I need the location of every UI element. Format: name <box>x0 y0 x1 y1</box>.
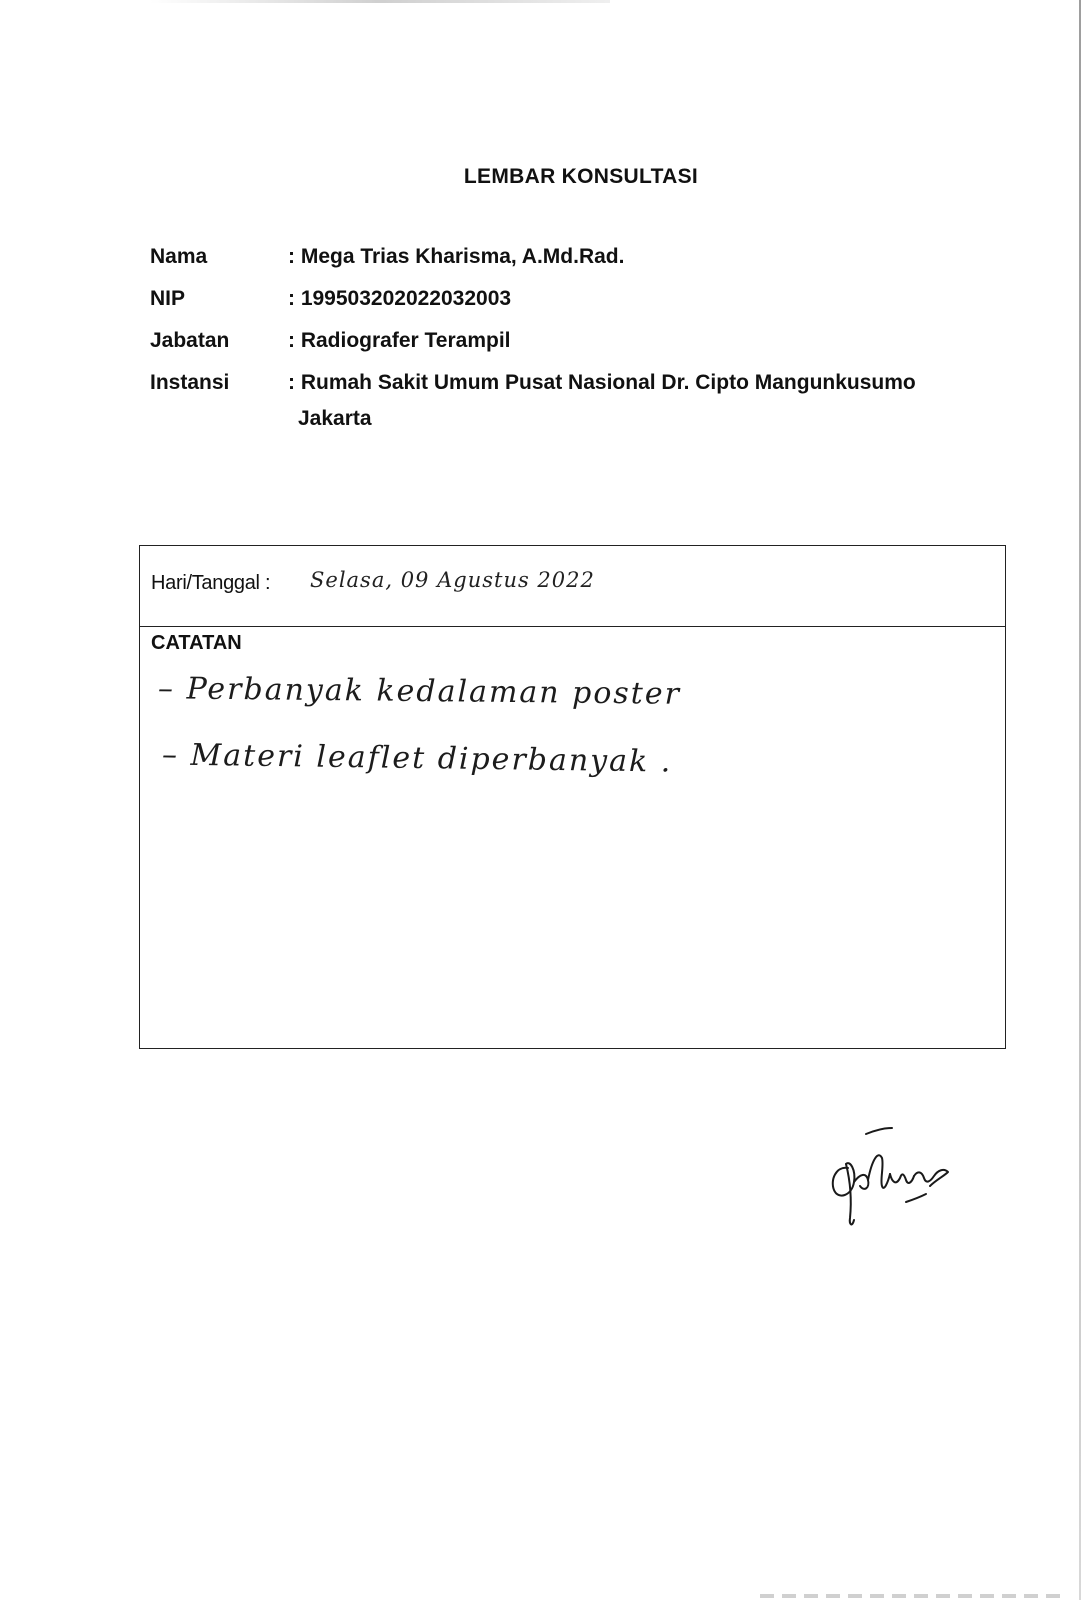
identity-row-nama <box>150 245 980 287</box>
identity-label-nama: Nama <box>150 245 208 268</box>
date-value-handwritten: Selasa, 09 Agustus 2022 <box>310 568 595 592</box>
identity-section <box>150 245 980 455</box>
identity-label-nip: NIP <box>150 287 186 310</box>
identity-value-nip: : 199503202022032003 <box>288 287 512 310</box>
document-title: LEMBAR KONSULTASI <box>463 165 699 188</box>
identity-value-nama: : Mega Trias Kharisma, A.Md.Rad. <box>288 245 625 268</box>
identity-label-instansi: Instansi <box>150 371 230 394</box>
note-item-2: – Materi leaflet diperbanyak . <box>161 737 673 780</box>
identity-row-instansi <box>150 371 980 455</box>
consultation-date-row <box>140 546 1005 627</box>
identity-label-jabatan: Jabatan <box>150 329 230 352</box>
date-label: Hari/Tanggal : <box>151 572 271 594</box>
identity-value-instansi-continued: Jakarta <box>298 407 372 430</box>
identity-row-nip <box>150 287 980 329</box>
identity-row-jabatan <box>150 329 980 371</box>
note-item-1: – Perbanyak kedalaman poster <box>157 671 682 712</box>
scan-edge-top <box>150 0 610 3</box>
consultation-box <box>139 545 1006 1049</box>
identity-value-jabatan: : Radiografer Terampil <box>288 329 511 352</box>
identity-value-instansi: : Rumah Sakit Umum Pusat Nasional Dr. Cipto Mangunkusumo <box>288 371 916 394</box>
signature-image <box>826 1120 966 1230</box>
scan-edge-bottom <box>760 1594 1060 1598</box>
identity-value-instansi-wrap <box>288 371 980 431</box>
notes-title: CATATAN <box>151 632 242 654</box>
